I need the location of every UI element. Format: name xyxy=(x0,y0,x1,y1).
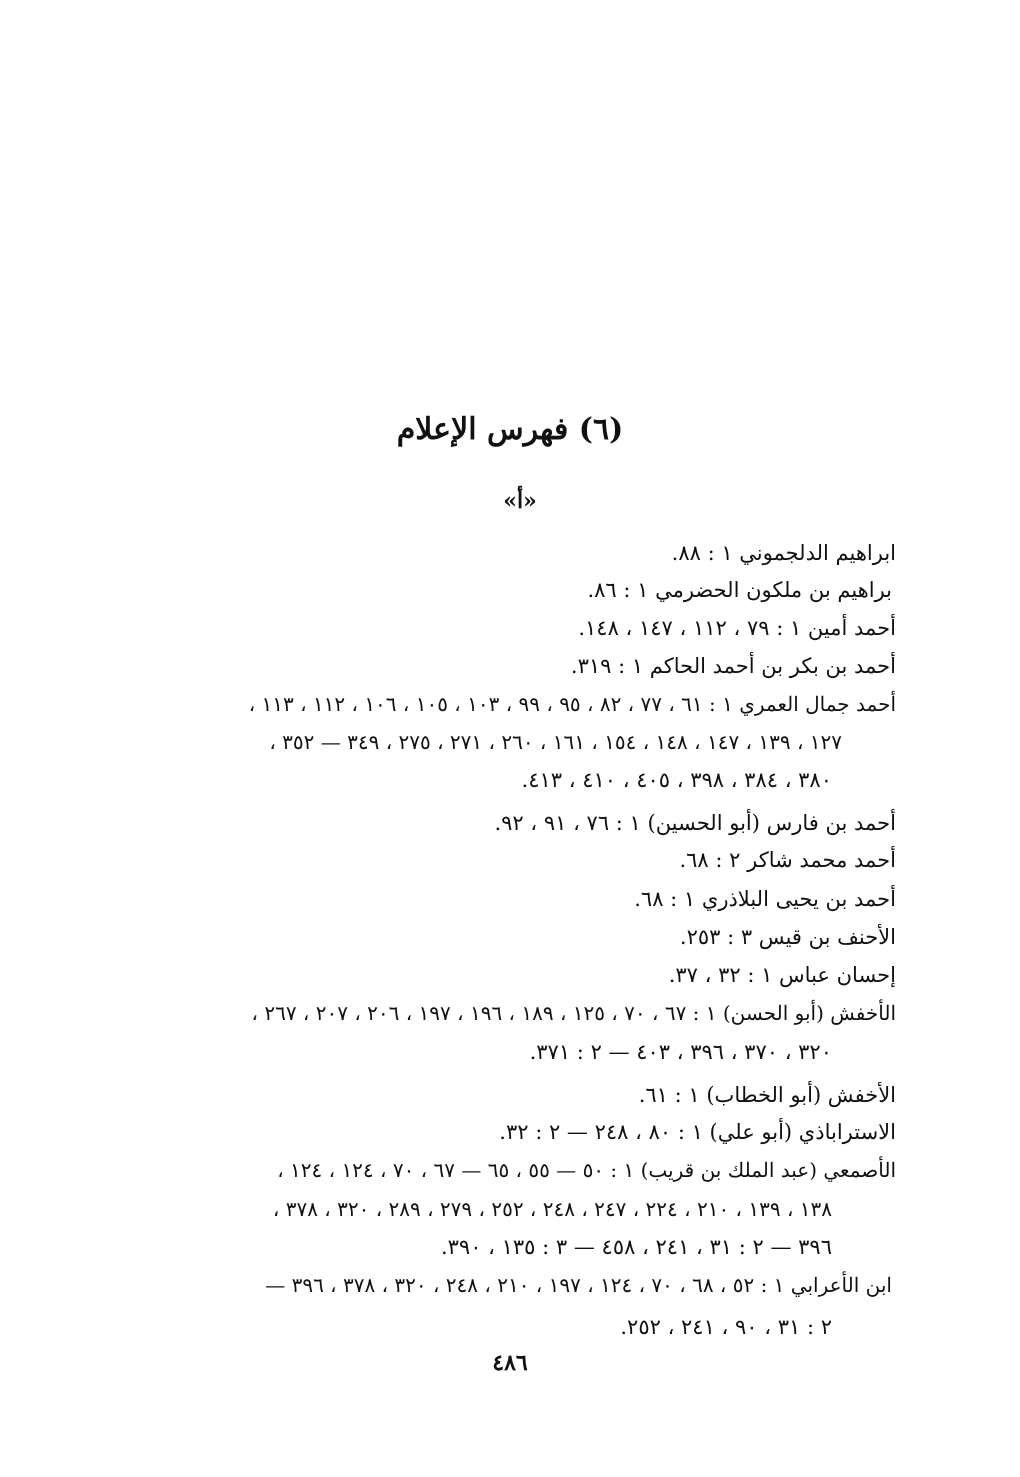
index-entry-continuation: ٢ : ٣١ ، ٩٠ ، ٢٤١ ، ٢٥٢. xyxy=(620,1315,832,1339)
index-entry: الأخفش (أبو الحسن) ١ : ٦٧ ، ٧٠ ، ١٢٥ ، ١٨٩ ، ١٩٦ ، ١٩٧ ، ٢٠٦ ، ٢٠٧ ، ٢٦٧ ، xyxy=(251,1001,896,1025)
page-number: ٤٨٦ xyxy=(492,1350,528,1376)
index-entry: أحمد محمد شاكر ٢ : ٦٨. xyxy=(679,848,896,872)
index-entry-continuation: ٣٩٦ — ٢ : ٣١ ، ٢٤١ ، ٤٥٨ — ٣ : ١٣٥ ، ٣٩٠. xyxy=(440,1235,832,1259)
section-letter: «أ» xyxy=(503,488,537,514)
index-entry: أحمد بن فارس (أبو الحسين) ١ : ٧٦ ، ٩١ ، ٩٢. xyxy=(494,811,896,835)
index-entry: الأحنف بن قيس ٣ : ٢٥٣. xyxy=(679,925,896,949)
index-entry: براهيم بن ملكون الحضرمي ١ : ٨٦. xyxy=(587,578,892,602)
index-entry-continuation: ٣٢٠ ، ٣٧٠ ، ٣٩٦ ، ٤٠٣ — ٢ : ٣٧١. xyxy=(529,1040,832,1064)
index-entry: الأصمعي (عبد الملك بن قريب) ١ : ٥٠ — ٥٥ ، ٦٥ — ٦٧ ، ٧٠ ، ١٢٤ ، ١٢٤ ، xyxy=(277,1158,896,1182)
index-entry: ابراهيم الدلجموني ١ : ٨٨. xyxy=(671,541,896,565)
index-entry-continuation: ١٢٧ ، ١٣٩ ، ١٤٧ ، ١٤٨ ، ١٥٤ ، ١٦١ ، ٢٦٠ ، ٢٧١ ، ٢٧٥ ، ٣٤٩ — ٣٥٢ ، xyxy=(269,730,842,754)
index-entry-continuation: ١٣٨ ، ١٣٩ ، ٢١٠ ، ٢٢٤ ، ٢٤٧ ، ٢٤٨ ، ٢٥٢ ، ٢٧٩ ، ٢٨٩ ، ٣٢٠ ، ٣٧٨ ، xyxy=(272,1197,832,1221)
index-entry: أحمد بن يحيى البلاذري ١ : ٦٨. xyxy=(634,887,896,911)
index-entry: أحمد بن بكر بن أحمد الحاكم ١ : ٣١٩. xyxy=(570,654,896,678)
index-entry: إحسان عباس ١ : ٣٢ ، ٣٧. xyxy=(668,963,896,987)
index-entry-continuation: ٣٨٠ ، ٣٨٤ ، ٣٩٨ ، ٤٠٥ ، ٤١٠ ، ٤١٣. xyxy=(521,768,832,792)
index-entry: الاستراباذي (أبو علي) ١ : ٨٠ ، ٢٤٨ — ٢ : ٣٢. xyxy=(499,1120,896,1144)
index-entry: أحمد أمين ١ : ٧٩ ، ١١٢ ، ١٤٧ ، ١٤٨. xyxy=(578,616,896,640)
index-heading: (٦) فهرس الإعلام xyxy=(396,412,624,447)
index-entry: الأخفش (أبو الخطاب) ١ : ٦١. xyxy=(638,1083,896,1107)
index-entry: ابن الأعرابي ١ : ٥٢ ، ٦٨ ، ٧٠ ، ١٢٤ ، ١٩٧ ، ٢١٠ ، ٢٤٨ ، ٣٢٠ ، ٣٧٨ ، ٣٩٦ — xyxy=(265,1273,892,1297)
index-entry: أحمد جمال العمري ١ : ٦١ ، ٧٧ ، ٨٢ ، ٩٥ ، ٩٩ ، ١٠٣ ، ١٠٥ ، ١٠٦ ، ١١٢ ، ١١٣ ، xyxy=(248,692,896,716)
